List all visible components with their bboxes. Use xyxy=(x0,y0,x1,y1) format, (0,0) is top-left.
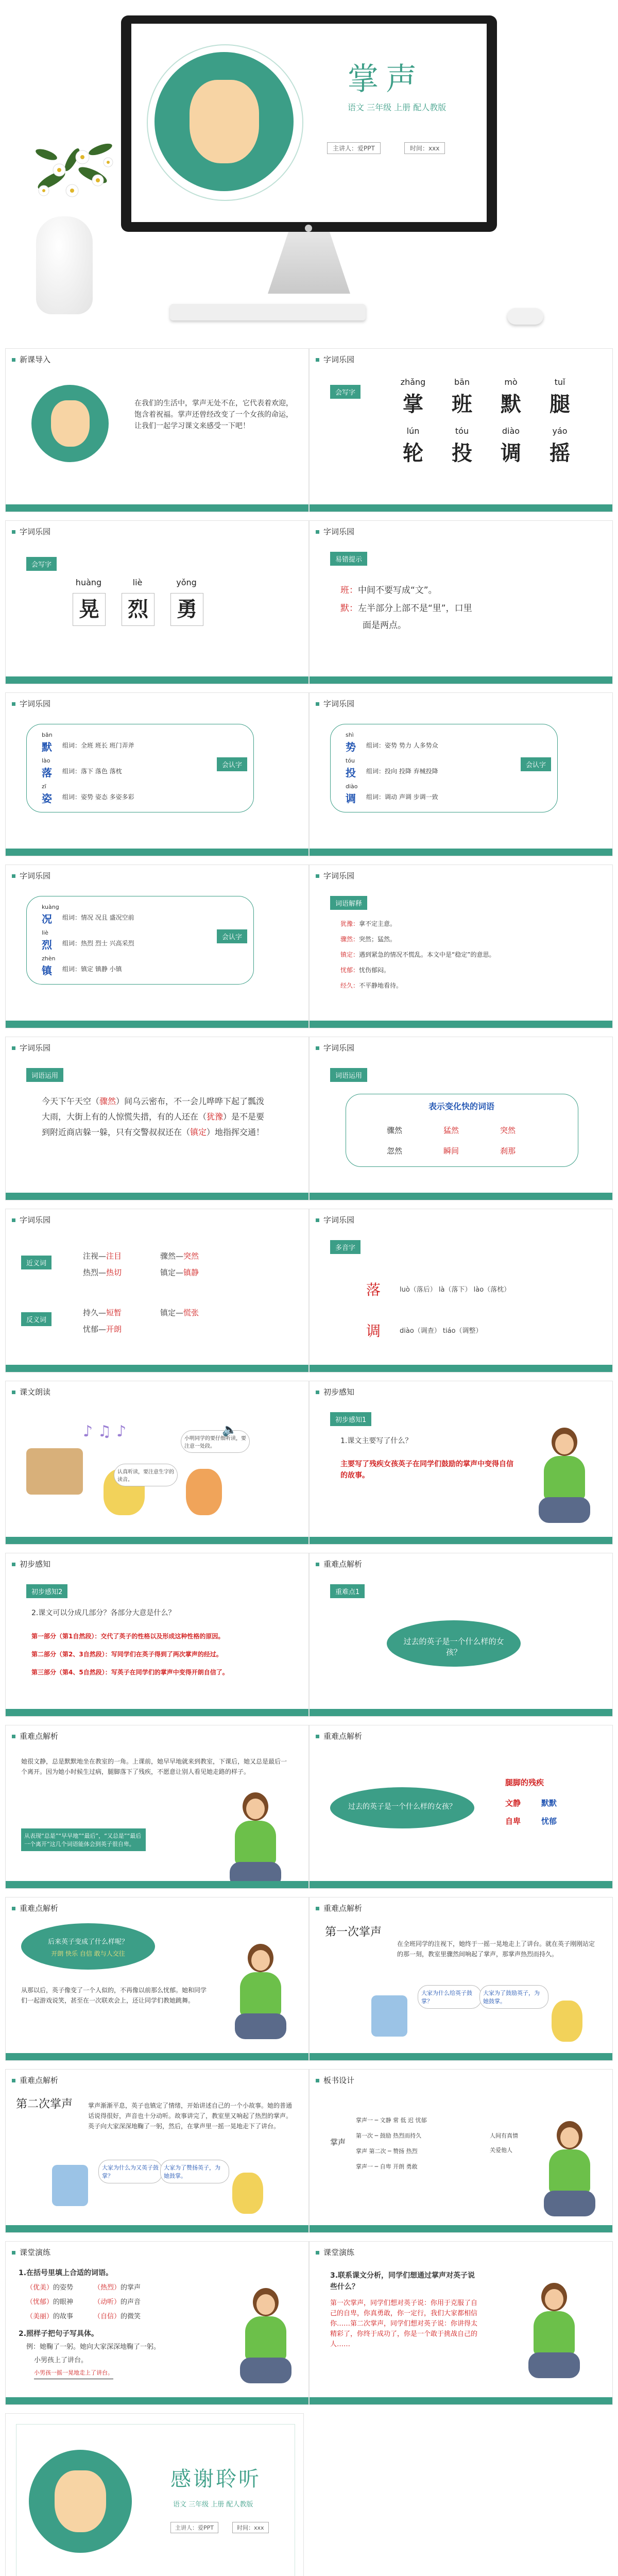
question: 2.照样子把句子写具体。 xyxy=(19,2330,99,2338)
slide-bar xyxy=(310,2225,612,2232)
synonym-pair xyxy=(160,1250,199,1261)
usage-paragraph xyxy=(42,1094,268,1140)
explain-key: 犹豫： xyxy=(340,920,359,927)
slide-key-point-4 xyxy=(5,1897,309,2061)
character: 烈 xyxy=(122,593,154,626)
example: 例：她鞠了一躬。她向大家深深地鞠了一躬。 xyxy=(26,2343,161,2351)
explain-value: 不平静地看待。 xyxy=(359,982,403,989)
slide-recognize-3 xyxy=(5,865,309,1028)
fill-word: 的微笑 xyxy=(121,2313,141,2320)
character: 晃 xyxy=(73,593,106,626)
cloud-text: 过去的英子是一个什么样的女孩？ xyxy=(348,1803,456,1811)
explain-item xyxy=(340,919,546,928)
board-line: 第一次 ─ 鼓励 热烈而持久 xyxy=(356,2132,422,2139)
explain-value: 突然；猛然。 xyxy=(359,936,397,943)
answer: 第一次掌声，同学们想对英子说：你用于克服了自己的自卑，你真勇敢，你一定行，我们大家都相信你……第二次掌声，同学们想对英子说：你讲得太精彩了，你终于成功了，你是一个敢于挑战自己的人…… xyxy=(330,2299,478,2348)
end-time: 时间：xxx xyxy=(232,2522,269,2533)
fill-answer: （热烈） xyxy=(94,2284,121,2292)
slide-blackboard xyxy=(309,2069,613,2233)
fill-word: 的姿势 xyxy=(53,2284,74,2292)
practice-sentence: 小男孩上了讲台。 xyxy=(34,2357,88,2364)
word: 猛然 xyxy=(443,1126,459,1135)
slide-bar xyxy=(6,1365,308,1372)
slide-bar xyxy=(310,1365,612,1372)
slide-tag: 重难点解析 xyxy=(12,1903,58,1913)
pinyin: tuǐ xyxy=(554,377,565,387)
slide-tag: 重难点解析 xyxy=(316,1903,362,1913)
word: 突然 xyxy=(500,1126,516,1135)
board-line: 掌声 第二次 ─ 赞扬 热烈 xyxy=(356,2148,418,2155)
pinyin: yáo xyxy=(552,426,568,436)
girl-reading-image xyxy=(541,2121,598,2219)
fill-row xyxy=(26,2311,141,2320)
cartoon-character xyxy=(552,2001,582,2042)
character: 调 xyxy=(346,792,356,805)
slide-tag: 新课导入 xyxy=(12,354,50,365)
slide-tag: 课堂演练 xyxy=(316,2247,354,2258)
explain-item xyxy=(340,965,546,974)
slide-bar xyxy=(6,504,308,512)
pinyin: zī xyxy=(42,783,46,790)
girl-reading-image xyxy=(227,1792,284,1890)
trait-word: 腿脚的残疾 xyxy=(505,1778,544,1787)
usage-text: ）间乌云密布，不一会儿哗哗下起了瓢泼大雨，大街上有的人惊慌失措，有的人还在（ xyxy=(42,1096,265,1122)
word-list: 组词：落下 落色 落枕 xyxy=(62,768,122,775)
slide-bar xyxy=(310,2397,612,2404)
usage-text: ）地指挥交通！ xyxy=(207,1127,265,1137)
pair-left: 骤然— xyxy=(160,1251,184,1261)
pinyin: bān xyxy=(454,377,470,387)
polyphone-readings-1: luò（落后） là（落下） lào（落枕） xyxy=(400,1286,511,1294)
slide-bar xyxy=(310,1537,612,1544)
character: 调 xyxy=(501,441,521,465)
trait-word: 文静 xyxy=(505,1799,521,1808)
pinyin: huàng xyxy=(75,578,102,587)
slide-recognize-1 xyxy=(5,692,309,856)
explain-value: 遇到紧急的情况不慌乱。本文中是“稳定”的意思。 xyxy=(359,951,495,958)
explain-key: 镇定： xyxy=(340,951,359,958)
character: 烈 xyxy=(42,939,52,951)
pinyin: tóu xyxy=(455,426,469,436)
synonym-pair xyxy=(160,1267,199,1278)
girl-reading-image xyxy=(232,1944,289,2042)
pair-right: 热切 xyxy=(106,1268,122,1277)
trait-word: 忧郁 xyxy=(541,1817,557,1826)
slide-bar xyxy=(310,1709,612,1716)
pinyin: shì xyxy=(346,732,354,738)
slide-tag: 初步感知 xyxy=(12,1558,50,1569)
character: 默 xyxy=(501,392,521,416)
word: 忽然 xyxy=(387,1146,403,1156)
pair-left: 镇定— xyxy=(160,1268,184,1277)
slide-tag: 字词乐园 xyxy=(12,526,50,537)
slide-bar xyxy=(6,1021,308,1028)
slide-tag: 字词乐园 xyxy=(12,1042,50,1053)
explain-value: 拿不定主意。 xyxy=(359,920,397,927)
pinyin: mò xyxy=(504,377,518,387)
antonym-pair xyxy=(83,1324,122,1334)
fill-answer: （忧郁） xyxy=(26,2298,54,2306)
cover-presenter: 主讲人：爱PPT xyxy=(327,142,381,154)
speech-bubble: 大家为了鼓励英子，为她鼓掌。 xyxy=(479,1985,548,2009)
slide-bar xyxy=(310,676,612,684)
cartoon-character xyxy=(371,1995,407,2037)
fill-answer: （自信） xyxy=(94,2313,121,2320)
character: 掌 xyxy=(403,392,423,416)
fill-row xyxy=(26,2296,141,2306)
pair-right: 慌张 xyxy=(183,1308,199,1317)
slide-bar xyxy=(6,1537,308,1544)
character: 摇 xyxy=(550,441,570,465)
apple-logo-icon xyxy=(305,225,312,232)
pair-left: 镇定— xyxy=(160,1308,184,1317)
slide-tag: 板书设计 xyxy=(316,2075,354,2086)
pinyin: diào xyxy=(502,426,520,436)
board-line: 掌声一 ─ 文静 常 低 迟 忧郁 xyxy=(356,2117,427,2124)
answer: 主要写了残疾女孩英子在同学们鼓励的掌声中变得自信的故事。 xyxy=(340,1460,513,1480)
character: 默 xyxy=(42,741,52,753)
cover-title: 掌声 xyxy=(348,61,424,97)
slide-key-point-2 xyxy=(5,1725,309,1889)
pinyin: zhǎng xyxy=(400,377,426,387)
speech-bubble: 大家为了赞扬英子，为她鼓掌。 xyxy=(160,2160,229,2183)
slide-reading xyxy=(5,1381,309,1545)
fill-row xyxy=(26,2282,141,2292)
explain-key: 忧郁： xyxy=(340,967,359,974)
hero-cover xyxy=(0,0,618,335)
label-pill: 初步感知1 xyxy=(330,1412,371,1426)
pinyin: bān xyxy=(42,732,53,738)
explain-item xyxy=(340,935,546,943)
slide-intro xyxy=(5,348,309,512)
pair-left: 热烈— xyxy=(83,1268,107,1277)
keyboard xyxy=(170,304,366,320)
passage: 掌声渐渐平息，英子也镇定了情绪，开始讲述自己的一个小故事。她的普通话说得很好，声音也十分动听。故事讲完了，教室里又响起了热烈的掌声。英子向大家深深地鞠了一躬，然后，在掌声里一摇一晃地走下了讲台。 xyxy=(88,2102,293,2130)
label-pill: 词语运用 xyxy=(330,1068,367,1082)
word-list: 组词：情况 况且 盛况空前 xyxy=(62,914,134,921)
end-title: 感谢聆听 xyxy=(170,2467,261,2491)
question: 1.在括号里填上合适的词语。 xyxy=(19,2269,113,2277)
white-vase xyxy=(36,216,93,314)
fill-word: 的掌声 xyxy=(121,2284,141,2292)
pair-right: 短暂 xyxy=(106,1308,122,1317)
synonym-pair xyxy=(83,1250,122,1261)
girl-reading-image xyxy=(536,1428,593,1526)
polyphone-readings-2: diào（调查） tiáo（调整） xyxy=(400,1327,483,1335)
antonym-pair xyxy=(160,1307,199,1318)
question: 2.课文可以分成几部分？各部分大意是什么？ xyxy=(31,1609,176,1617)
label-pill: 会认字 xyxy=(217,757,247,771)
usage-blank: 镇定 xyxy=(190,1127,207,1137)
slide-end xyxy=(5,2413,304,2576)
label-pill: 易错提示 xyxy=(330,552,367,566)
slide-polyphone xyxy=(309,1209,613,1372)
fill-word: 的声音 xyxy=(121,2298,141,2306)
slide-bar xyxy=(6,849,308,856)
slide-tag: 字词乐园 xyxy=(12,1214,50,1225)
trait-word: 默默 xyxy=(541,1799,557,1808)
slide-key-point-6 xyxy=(5,2069,309,2233)
speaker-icon[interactable]: 🔈 xyxy=(222,1422,237,1437)
slide-bar xyxy=(6,676,308,684)
label-pill: 初步感知2 xyxy=(26,1584,67,1598)
pair-left: 注视— xyxy=(83,1251,107,1261)
slide-bar xyxy=(310,1881,612,1888)
pinyin: diào xyxy=(346,783,358,790)
label-pill: 会写字 xyxy=(26,557,57,571)
fill-answer: （动听） xyxy=(94,2298,121,2306)
tip-text: 左半部分上部不是“里”，口里 xyxy=(358,603,472,614)
pinyin: yǒng xyxy=(176,578,197,587)
cover-subtitle: 语文 三年级 上册 配人教版 xyxy=(348,103,447,112)
slide-tag: 重难点解析 xyxy=(316,1731,362,1741)
pinyin: lún xyxy=(406,426,420,436)
polyphone-char-2: 调 xyxy=(366,1323,381,1340)
word: 刹那 xyxy=(500,1146,516,1156)
word-list: 组词：姿势 姿态 多姿多彩 xyxy=(62,793,134,801)
slide-write-chars-1 xyxy=(309,348,613,512)
part-3: 第三部分（第4、5自然段）：写英子在同学们的掌声中变得开朗自信了。 xyxy=(31,1669,229,1676)
section-title: 第一次掌声 xyxy=(325,1926,382,1939)
slide-word-usage-2 xyxy=(309,1037,613,1200)
label-pill: 重难点1 xyxy=(330,1584,365,1598)
part-2: 第二部分（第2、3自然段）：写同学们在英子得到了两次掌声的经过。 xyxy=(31,1651,222,1658)
usage-text: ）是不是要到附近商店躲一躲，只有交警叔叔还在（ xyxy=(42,1112,265,1137)
slide-recognize-2 xyxy=(309,692,613,856)
slide-tag: 字词乐园 xyxy=(12,870,50,881)
slide-bar xyxy=(310,504,612,512)
pinyin: liè xyxy=(132,578,143,587)
part-1: 第一部分（第1自然段）：交代了英子的性格以及形成这种性格的原因。 xyxy=(31,1633,225,1640)
character: 镇 xyxy=(42,964,52,977)
speech-bubble: 认真听读，要注意生字的读音。 xyxy=(114,1464,178,1486)
slide-bar xyxy=(6,2225,308,2232)
word-list: 组词：镇定 镇静 小镇 xyxy=(62,965,122,973)
clapping-hands-icon xyxy=(29,2450,132,2553)
character: 落 xyxy=(42,767,52,779)
cloud-text-2: 开朗 快乐 自信 敢与人交往 xyxy=(51,1950,125,1957)
explain-item xyxy=(340,981,546,990)
tip-text: 面是两点。 xyxy=(363,620,406,631)
pair-left: 持久— xyxy=(83,1308,107,1317)
pinyin: liè xyxy=(42,929,48,936)
tip-line-1 xyxy=(340,583,437,598)
intro-text: 在我们的生活中，掌声无处不在，它代表着欢迎，饱含着祝福。掌声还曾经改变了一个女孩的命运，让我们一起学习课文来感受一下吧！ xyxy=(134,399,293,430)
explain-value: 忧伤郁闷。 xyxy=(359,967,390,974)
end-subtitle: 语文 三年级 上册 配人教版 xyxy=(173,2501,253,2509)
word-list: 组词：热烈 烈士 兴高采烈 xyxy=(62,940,134,947)
slide-tag: 字词乐园 xyxy=(316,1214,354,1225)
slide-key-point-5 xyxy=(309,1897,613,2061)
monitor-frame xyxy=(121,15,497,232)
pair-right: 开朗 xyxy=(106,1325,122,1334)
slide-bar xyxy=(6,2053,308,2060)
usage-text: 今天下午天空（ xyxy=(42,1096,100,1106)
slide-tag: 字词乐园 xyxy=(316,870,354,881)
board-line: 掌声一 ─ 自卑 开朗 勇敢 xyxy=(356,2163,418,2170)
word-list: 组词：调动 声调 步调一致 xyxy=(366,793,438,801)
label-pill: 多音字 xyxy=(330,1240,360,1254)
trait-word: 自卑 xyxy=(505,1817,521,1826)
clapping-hands-icon xyxy=(154,52,294,191)
mouse xyxy=(507,308,543,325)
tip-char: 班： xyxy=(340,585,358,596)
pinyin: tóu xyxy=(346,757,355,764)
section-title: 第二次掌声 xyxy=(16,2098,73,2111)
slide-tag: 字词乐园 xyxy=(316,354,354,365)
explain-key: 经久： xyxy=(340,982,359,989)
speech-bubble: 小明同学的要仔细听读，要注意一处段。 xyxy=(181,1430,250,1453)
slide-bar xyxy=(6,1709,308,1716)
slide-tag: 重难点解析 xyxy=(316,1558,362,1569)
explain-item xyxy=(340,950,546,959)
fill-answer: （美丽） xyxy=(26,2313,54,2320)
cloud-text: 后来英子变成了什么样呢？ xyxy=(47,1938,128,1946)
board-right-item: 人间有真情 xyxy=(490,2132,518,2139)
label-pill: 反义词 xyxy=(21,1312,52,1326)
pineapple-character xyxy=(186,1469,222,1515)
pinyin: kuàng xyxy=(42,904,59,910)
question: 1.课文主要写了什么？ xyxy=(340,1437,413,1445)
slide-bar xyxy=(6,1193,308,1200)
character: 况 xyxy=(42,913,52,925)
clapping-hands-icon xyxy=(31,385,109,462)
label-pill: 会认字 xyxy=(217,929,247,943)
synonym-pair xyxy=(83,1267,122,1278)
fill-answer: （优美） xyxy=(26,2284,54,2292)
slide-key-point-3 xyxy=(309,1725,613,1889)
slide-bar xyxy=(310,1021,612,1028)
girl-reading-image xyxy=(526,2283,582,2381)
tip-char: 默： xyxy=(340,603,358,614)
character: 势 xyxy=(346,741,356,753)
cartoon-character xyxy=(52,2165,88,2206)
girl-reading-image xyxy=(237,2288,294,2386)
slide-synonyms xyxy=(5,1209,309,1372)
slide-tag: 字词乐园 xyxy=(12,698,50,709)
cartoon-character xyxy=(232,2173,263,2214)
words-heading: 表示变化快的词语 xyxy=(428,1101,494,1111)
slide-bar xyxy=(6,1881,308,1888)
antonym-pair xyxy=(83,1307,122,1318)
cloud-bubble xyxy=(21,1923,155,1970)
hint-box: 从表现“总是”“早早地”“最后”，“又总是”“最后一个离开”这几个词语能体会到英子很自卑。 xyxy=(21,1828,146,1851)
usage-blank: 犹豫 xyxy=(207,1112,224,1122)
slide-word-usage-1 xyxy=(5,1037,309,1200)
slide-key-point-1 xyxy=(309,1553,613,1717)
fill-word: 的眼神 xyxy=(53,2298,74,2306)
question: 3.联系课文分析，同学们想通过掌声对英子说些什么？ xyxy=(330,2272,475,2291)
speech-bubble: 大家为什么给英子鼓掌？ xyxy=(418,1985,482,2009)
pair-right: 注目 xyxy=(106,1251,122,1261)
slide-tag: 字词乐园 xyxy=(316,698,354,709)
slide-tag: 课堂演练 xyxy=(12,2247,50,2258)
word-list: 组词：姿势 势力 人多势众 xyxy=(366,742,438,749)
polyphone-char-1: 落 xyxy=(366,1281,381,1298)
character: 班 xyxy=(452,392,472,416)
pair-left: 忧郁— xyxy=(83,1325,107,1334)
slide-tag: 初步感知 xyxy=(316,1386,354,1397)
slide-practice-1 xyxy=(5,2241,309,2405)
speech-bubble: 大家为什么为又英子鼓掌？ xyxy=(98,2160,162,2183)
label-pill: 词语运用 xyxy=(26,1068,63,1082)
slide-word-explain xyxy=(309,865,613,1028)
slide-practice-2 xyxy=(309,2241,613,2405)
slide-bar xyxy=(310,2053,612,2060)
pinyin: lào xyxy=(42,757,50,764)
slide-perception-1 xyxy=(309,1381,613,1545)
pair-right: 镇静 xyxy=(183,1268,199,1277)
slide-bar xyxy=(310,849,612,856)
passage: 在全班同学的注视下，她终于一摇一晃地走上了讲台。就在英子刚刚站定的那一刻，教室里骤然间响起了掌声，那掌声热烈而持久。 xyxy=(397,1940,595,1958)
slide-bar xyxy=(310,1193,612,1200)
character: 轮 xyxy=(403,441,423,465)
slide-tag: 重难点解析 xyxy=(12,2075,58,2086)
label-pill: 近义词 xyxy=(21,1256,52,1269)
slide-tag: 课文朗读 xyxy=(12,1386,50,1397)
music-notes-icon: ♪ ♫ ♪ xyxy=(83,1422,127,1440)
slide-bar xyxy=(6,2397,308,2404)
word: 瞬间 xyxy=(443,1146,459,1156)
label-pill: 会认字 xyxy=(521,757,551,771)
monitor-stand xyxy=(268,232,350,294)
character: 姿 xyxy=(42,792,52,805)
cover-slide xyxy=(131,24,487,222)
radio-image xyxy=(26,1448,83,1495)
flower-plant-image xyxy=(21,118,124,232)
character: 勇 xyxy=(170,593,203,626)
board-main: 掌声 xyxy=(330,2138,346,2147)
cloud-text: 过去的英子是一个什么样的女孩？ xyxy=(403,1637,504,1657)
word-list: 组词：投向 投降 弃械投降 xyxy=(366,768,438,775)
label-pill: 词语解释 xyxy=(330,896,367,910)
slide-write-chars-2 xyxy=(5,520,309,684)
slide-tag: 重难点解析 xyxy=(12,1731,58,1741)
usage-blank: 骤然 xyxy=(99,1096,116,1106)
character: 投 xyxy=(452,441,472,465)
passage: 从那以后，英子像变了一个人似的，不再像以前那么忧郁。她和同学们一起游戏说笑，甚至在一次联欢会上，还让同学们教她跳舞。 xyxy=(21,1987,207,2004)
explain-key: 骤然： xyxy=(340,936,359,943)
character: 投 xyxy=(346,767,356,779)
fill-word: 的故事 xyxy=(53,2313,74,2320)
pair-right: 突然 xyxy=(183,1251,199,1261)
slide-tag: 字词乐园 xyxy=(316,1042,354,1053)
end-presenter: 主讲人：爱PPT xyxy=(170,2522,218,2533)
word: 骤然 xyxy=(387,1126,403,1135)
passage: 她很文静，总是默默地坐在教室的一角。上课前，她早早地就来到教室，下课后，她又总是最后一个离开。因为她小时候生过病，腿脚落下了残疾，不愿意让别人看见她走路的样子。 xyxy=(21,1758,287,1775)
board-right-item: 关爱他人 xyxy=(490,2147,512,2154)
tip-text: 中间不要写成“文”。 xyxy=(358,585,437,596)
pinyin: zhèn xyxy=(42,955,56,962)
label-pill: 会写字 xyxy=(330,385,360,399)
cover-time: 时间：xxx xyxy=(404,142,445,154)
practice-answer: 小男孩一摇一晃地走上了讲台。 xyxy=(34,2367,113,2379)
word-list: 组词：全班 班长 班门弄斧 xyxy=(62,742,134,749)
tip-line-2 xyxy=(340,601,472,616)
slide-error-tips xyxy=(309,520,613,684)
slide-perception-2 xyxy=(5,1553,309,1717)
character: 腿 xyxy=(550,392,570,416)
slide-tag: 字词乐园 xyxy=(316,526,354,537)
